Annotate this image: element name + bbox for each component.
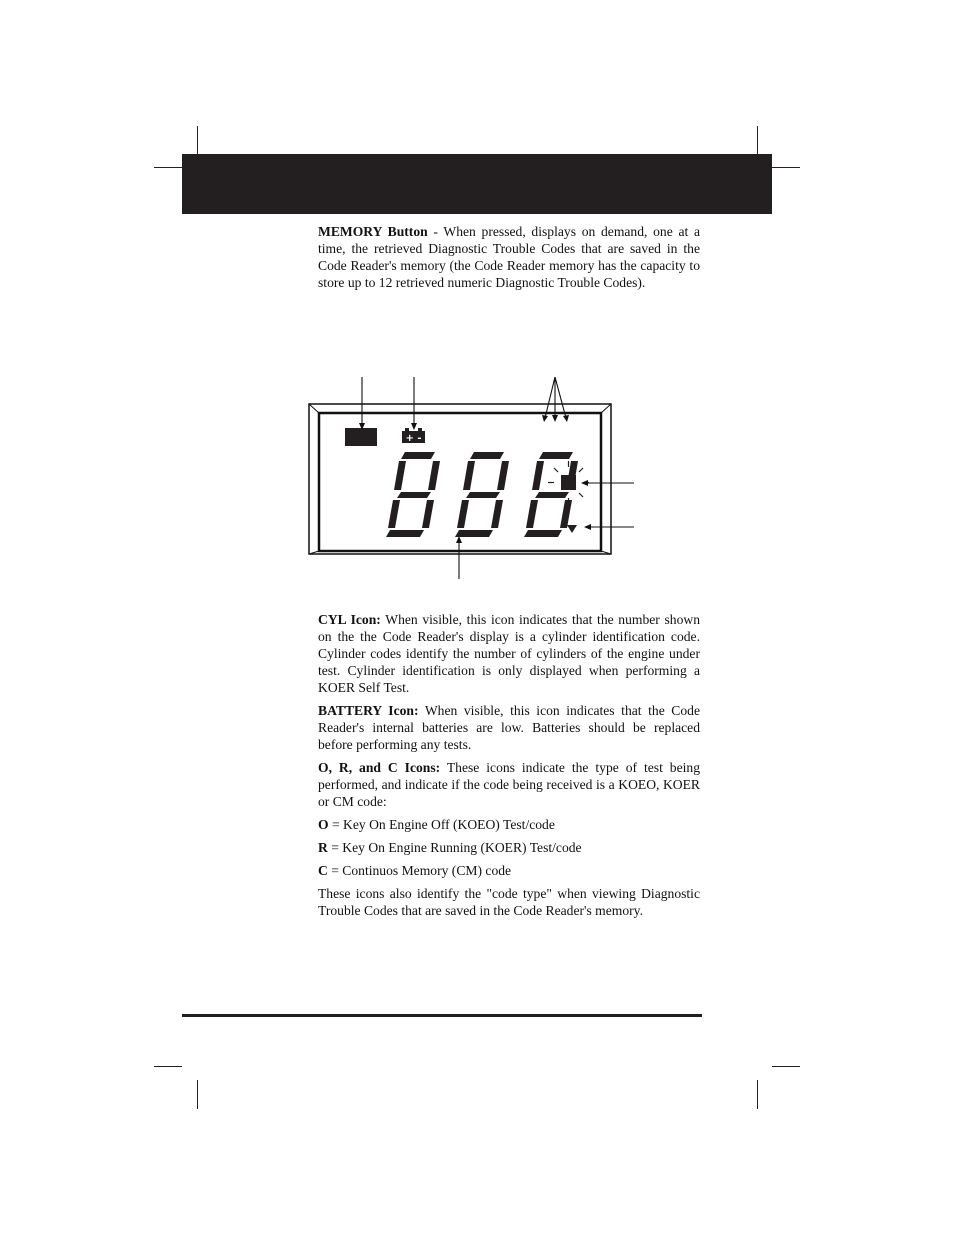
crop-mark — [757, 126, 758, 155]
orc-text: These icons indicate the type of test being performed, and indicate if the code being received is a KOEO, KOER or CM code: — [318, 760, 700, 809]
digit-display — [386, 452, 578, 537]
cyl-text: When visible, this icon indicates that the number shown on the the Code Reader's display is a cylinder identification code. Cylinder codes identify the number of cylinders of the engine under test. Cylinder identification is only displayed when performing a KOER Self Test. — [318, 612, 700, 695]
r-definition — [318, 839, 700, 856]
r-key: R — [318, 840, 328, 855]
digit — [386, 452, 440, 537]
crop-mark — [197, 1080, 198, 1109]
memory-term: MEMORY Button — [318, 224, 428, 239]
o-text: = Key On Engine Off (KOEO) Test/code — [328, 817, 555, 832]
memory-text: - When pressed, displays on demand, one at a time, the retrieved Diagnostic Trouble Codes that are saved in the Code Reader's memory (the Code Reader memory has the capacity to store up to 12 retrieved numeric Diagnostic Trouble Codes). — [318, 224, 701, 290]
crop-mark — [772, 1066, 800, 1067]
battery-paragraph — [318, 702, 700, 753]
down-arrow-icon — [567, 525, 577, 533]
c-definition — [318, 862, 700, 879]
orc-term: O, R, and C Icons: — [318, 760, 441, 775]
cyl-term: CYL Icon: — [318, 612, 381, 627]
digit — [455, 452, 509, 537]
cyl-block-icon — [345, 428, 377, 446]
r-text: = Key On Engine Running (KOER) Test/code — [327, 840, 582, 855]
battery-text: When visible, this icon indicates that the Code Reader's internal batteries are low. Batteries should be replaced before performing any tests. — [318, 703, 700, 752]
crop-mark — [154, 1066, 182, 1067]
crop-mark — [197, 126, 198, 155]
battery-icon-label: + - — [405, 433, 422, 444]
footer-rule — [182, 1014, 702, 1017]
cyl-paragraph — [318, 611, 700, 696]
battery-term: BATTERY Icon: — [318, 703, 419, 718]
c-text: = Continuos Memory (CM) code — [327, 863, 512, 878]
orc-paragraph — [318, 759, 700, 810]
o-key: O — [318, 817, 329, 832]
memory-section — [318, 223, 700, 297]
memory-paragraph — [318, 223, 700, 291]
crop-mark — [154, 167, 182, 168]
header-bar — [182, 154, 772, 214]
battery-icon — [402, 428, 425, 444]
digit — [524, 452, 578, 537]
display-diagram — [300, 370, 645, 585]
crop-mark — [757, 1080, 758, 1109]
icons-section — [318, 611, 700, 925]
crop-mark — [772, 167, 800, 168]
o-definition — [318, 816, 700, 833]
closing-paragraph: These icons also identify the "code type" when viewing Diagnostic Trouble Codes that are saved in the Code Reader's memory. — [318, 886, 700, 918]
c-key: C — [318, 863, 328, 878]
